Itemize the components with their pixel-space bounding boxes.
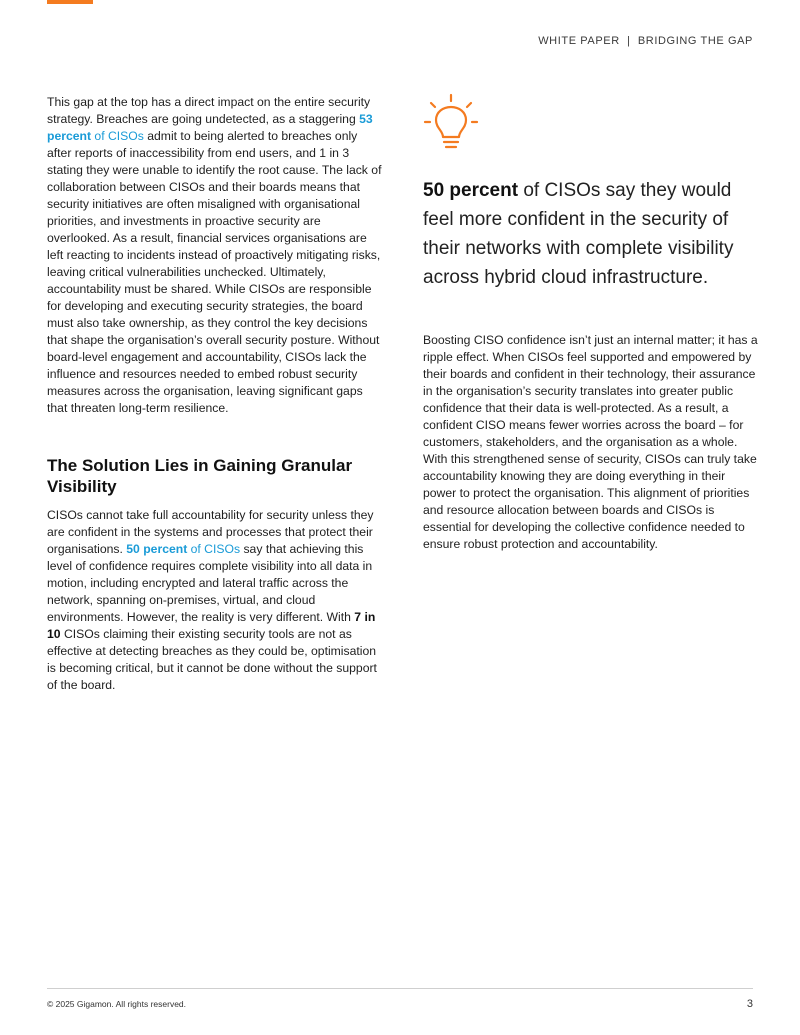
p2-text-c: CISOs claiming their existing security tools are not as effective at detecting breaches as they could be, optimisation is becoming critical, but it cannot be done without the support of the board. [47,627,377,692]
stat-53-percent: 53 percent of CISOs [47,112,373,143]
right-paragraph: Boosting CISO confidence isn’t just an internal matter; it has a ripple effect. When CISOs feel supported and empowered by their boards and confident in their technology, their assurance in the organisation’s security translates into greater public confidence that their data is well-protected. As a result, a confident CISO means fewer worries across the board – for customers, stakeholders, and the organisation as a whole. With this strengthened sense of security, CISOs can truly take accountability knowing they are doing everything in their power to protect the organisation. This alignment of priorities and resource allocation between boards and CISOs is essential for developing the collective confidence needed to ensure robust protection and accountability. [423,333,758,551]
quote-stat: 50 percent [423,180,519,201]
accent-bar [47,0,93,4]
p2-text-a: CISOs cannot take full accountability for security unless they are confident in the systems and processes that protect their organisations. [47,508,374,556]
left-paragraph-2 [47,507,382,694]
lightbulb-icon [423,92,479,154]
left-paragraph-1 [47,94,382,417]
pull-quote [423,176,758,292]
stat-50-percent: 50 percent of CISOs [126,542,241,556]
running-header: WHITE PAPER | BRIDGING THE GAP [538,35,753,47]
footer-copyright: © 2025 Gigamon. All rights reserved. [47,999,187,1009]
left-column [47,94,382,694]
stat-7-in-10: 7 in 10 [47,610,376,641]
right-column [423,92,758,553]
quote-text: of CISOs say they would feel more confident in the security of their networks with complete visibility across hybrid cloud infrastructure. [423,180,734,288]
p1-text-b: admit to being alerted to breaches only after reports of inaccessibility from end users, and 1 in 3 stating they were unable to identify the root cause. The lack of collaboration between CISOs and their boards means that security initiatives are often misaligned with organisational priorities, and investments in proactive security are overlooked. As a result, financial services organisations are left reacting to incidents instead of proactively mitigating risks, leaving critical vulnerabilities unchecked. Ultimately, accountability must be shared. While CISOs are responsible for developing and executing security strategies, the board must also take ownership, as they control the key decisions that shape the organisation’s overall security posture. Without board-level engagement and accountability, CISOs lack the influence and resources needed to embed robust security measures across the organisation, leaving significant gaps that threaten long-term resilience. [47,129,382,415]
page-number: 3 [746,998,753,1010]
section-heading: The Solution Lies in Gaining Granular Visibility [47,456,353,496]
p2-text-b: say that achieving this level of confidence requires complete visibility into all data in motion, including encrypted and lateral traffic across the network, spanning on-premises, virtual, and cloud environments. However, the reality is very different. With [47,542,373,624]
footer-divider [47,988,753,989]
p1-text-a: This gap at the top has a direct impact on the entire security strategy. Breaches are going undetected, as a staggering [47,95,371,126]
